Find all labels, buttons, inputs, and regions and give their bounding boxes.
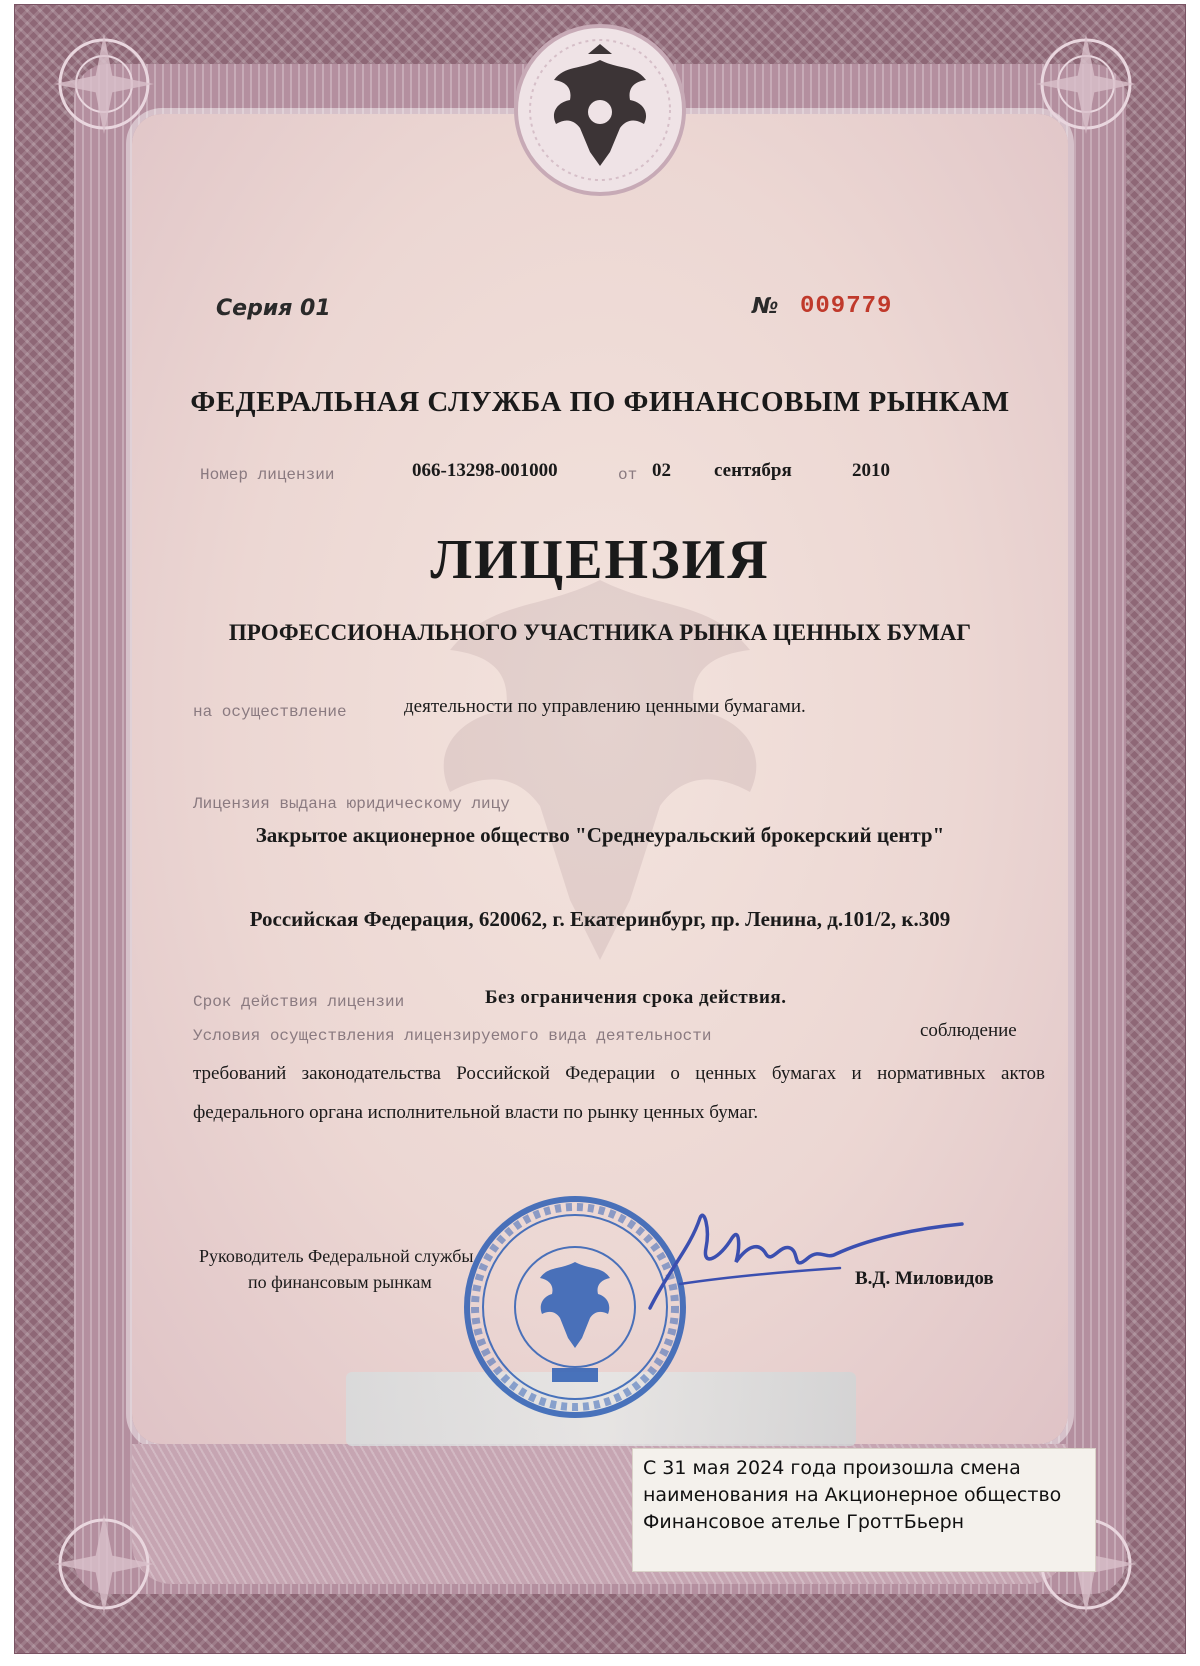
coat-of-arms-icon	[510, 20, 690, 200]
document-title: ЛИЦЕНЗИЯ	[430, 529, 770, 591]
date-day: 02	[652, 460, 671, 481]
activity-label: на осуществление	[193, 703, 347, 721]
issued-to-label: Лицензия выдана юридическому лицу	[193, 795, 510, 813]
corner-rosette-icon	[44, 24, 164, 144]
certificate-number: 009779	[800, 293, 893, 320]
conditions-label: Условия осуществления лицензируемого вида деятельности	[193, 1027, 712, 1045]
date-prefix: от	[618, 466, 638, 484]
activity-value: деятельности по управлению ценными бумагами.	[404, 696, 806, 717]
license-number-label: Номер лицензии	[200, 466, 335, 484]
company-address: Российская Федерация, 620062, г. Екатеринбург, пр. Ленина, д.101/2, к.309	[249, 907, 951, 931]
agency-heading: ФЕДЕРАЛЬНАЯ СЛУЖБА ПО ФИНАНСОВЫМ РЫНКАМ	[190, 386, 1010, 418]
head-title-line2: по финансовым рынкам	[248, 1272, 432, 1292]
corner-rosette-icon	[44, 1504, 164, 1624]
corner-rosette-icon	[1026, 24, 1146, 144]
conditions-text: требований законодательства Российской Федерации о ценных бумагах и нормативных актов федерального органа исполнительной власти по рынку ценных бумаг.	[193, 1063, 1045, 1123]
name-change-note-text: С 31 мая 2024 года произошла смена наименования на Акционерное общество Финансовое ателье ГроттБьерн	[643, 1457, 1062, 1533]
date-year: 2010	[852, 460, 890, 481]
signer-name: В.Д. Миловидов	[855, 1268, 994, 1289]
name-change-note	[632, 1448, 1096, 1572]
term-value: Без ограничения срока действия.	[485, 987, 787, 1008]
number-sign: №	[752, 294, 779, 319]
conditions-first-word: соблюдение	[920, 1020, 1017, 1041]
license-number: 066-13298-001000	[412, 460, 558, 481]
document-subtitle: ПРОФЕССИОНАЛЬНОГО УЧАСТНИКА РЫНКА ЦЕННЫХ БУМАГ	[228, 620, 972, 645]
company-name: Закрытое акционерное общество "Среднеуральский брокерский центр"	[255, 823, 945, 847]
head-title-line1: Руководитель Федеральной службы	[199, 1246, 474, 1266]
term-label: Срок действия лицензии	[193, 993, 405, 1011]
date-month: сентября	[714, 460, 792, 481]
signature-icon	[640, 1188, 970, 1318]
series-label: Серия 01	[216, 296, 331, 321]
